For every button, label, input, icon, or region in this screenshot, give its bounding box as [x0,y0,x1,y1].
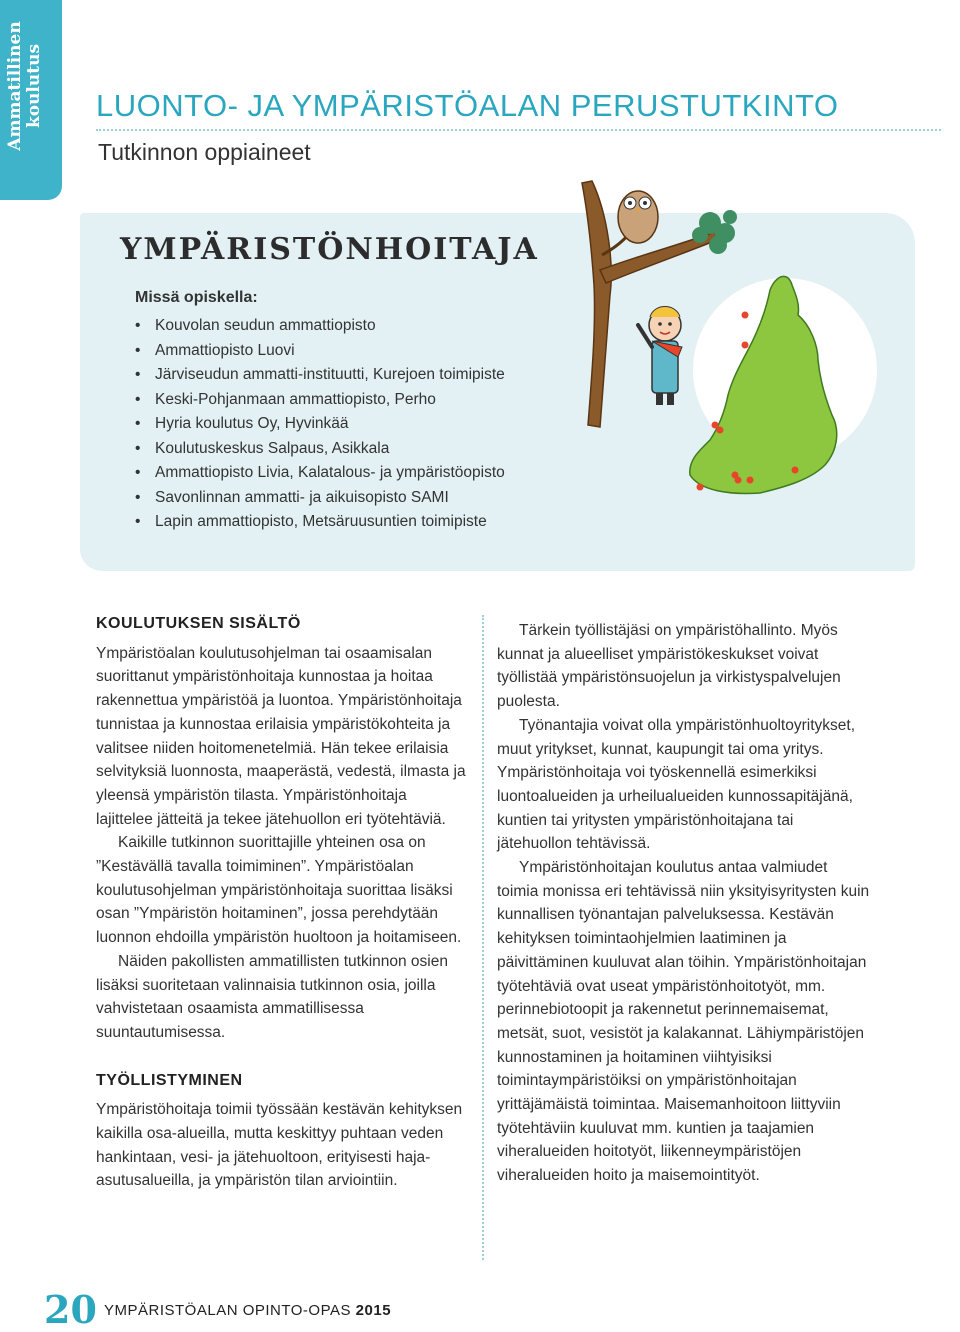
content-paragraph-3: Näiden pakollisten ammatillisten tutkinnon osien lisäksi suoritetaan valinnaisia tutkinnon osia, joilla vahvistetaan osaamista ammatillisessa suuntautumisessa. [96,952,448,1041]
list-item: • Hyria koulutus Oy, Hyvinkää [135,412,505,437]
bullet-icon: • [135,513,141,530]
employer-paragraph-1: Tärkein työllistäjäsi on ympäristöhallinto. Myös kunnat ja alueelliset ympäristökeskukset voivat työllistää ympäristönsuojelun ja virkistyspalvelujen puolesta. [497,622,841,711]
title-divider [96,129,941,131]
list-item: • Järviseudun ammatti-instituutti, Kurejoen toimipiste [135,363,505,388]
bullet-icon: • [135,439,141,457]
page-title: LUONTO- JA YMPÄRISTÖALAN PERUSTUTKINTO [96,88,839,123]
bullet-icon: • [135,464,141,481]
footer-title: YMPÄRISTÖALAN OPINTO-OPAS 2015 [104,1302,392,1319]
employer-paragraph-3: Ympäristönhoitajan koulutus antaa valmiudet toimia monissa eri tehtävissä niin yksityisyritysten kuin kunnallisen työnantajan palveluksessa. Kestävän kehityksen toimintaohjelmien laatiminen ja päivittäminen kuuluvat alan töihin. Ympäristönhoitajan työtehtäviä ovat useat ympäristönhoitotyöt, mm. perinnebiotoopit ja rakennetut perinnemaisemat, metsät, suot, vesistöt ja kalakannat. Lähiympäristöjen kunnostaminen ja hoitaminen viihtyisiksi toimintaympäristöiksi on ympäristönhoitajan yrittäjämäistä toimintaa. Maisemanhoitoon liittyviin työtehtäviin kuuluvat mm. kuntien ja taajamien viheralueiden hoitotyöt, liikenneympäristöjen viheralueiden hoito ja maisemointityöt. [497,859,870,1185]
where-to-study-label: Missä opiskella: [135,289,258,306]
list-item: • Kouvolan seudun ammattiopisto [135,314,505,339]
list-item: • Ammattiopisto Luovi [135,339,505,364]
employment-paragraph: Ympäristöhoitaja toimii työssään kestävän kehityksen kaikilla osa-alueilla, mutta keskittyy puhtaan veden hankintaan, vesi- ja jätehuoltoon, erityisesti haja-asutusalueilla, ja ympäristön tilan arviointiin. [96,1101,463,1190]
illustration [570,175,950,535]
list-item: • Keski-Pohjanmaan ammattiopisto, Perho [135,388,505,413]
bullet-icon: • [135,366,141,383]
bullet-icon: • [135,341,141,359]
profession-title: YMPÄRISTÖNHOITAJA [120,232,539,267]
content-paragraph-1: Ympäristöalan koulutusohjelman tai osaamisalan suorittanut ympäristönhoitaja kunnostaa ja hoitaa rakennettua ympäristöä ja luontoa. Ympäristönhoitaja tunnistaa ja kunnostaa erilaisia ympäristökohteita ja valitsee niiden hoitomenetelmiä. Hän tekee erilaisia selvityksiä luonnosta, maaperästä, vedestä, ilmasta ja yleensä ympäristön tilasta. Ympäristönhoitaja lajittelee jätteitä ja tekee jätehuollon eri työtehtäviä. [96,644,466,828]
section-heading-content: KOULUTUKSEN SISÄLTÖ [96,615,301,632]
side-tab [0,0,62,200]
list-item: • Savonlinnan ammatti- ja aikuisopisto SAMI [135,486,505,511]
bullet-icon: • [135,415,141,432]
person-icon [638,307,682,406]
bullet-icon: • [135,317,141,334]
school-list [135,314,505,535]
section-heading-employment: TYÖLLISTYMINEN [96,1071,243,1089]
bullet-icon: • [135,390,141,408]
bullet-icon: • [135,488,141,506]
page-number: 20 [44,1287,97,1332]
list-item: • Lapin ammattiopisto, Metsäruusuntien toimipiste [135,510,505,535]
content-paragraph-2: Kaikille tutkinnon suorittajille yhteinen osa on ”Kestävällä tavalla toimiminen”. Ympäristöalan koulutusohjelman ympäristönhoitaja suorittaa lisäksi osan ”Ympäristön hoitaminen”, jossa perehdytään luonnon ehdoilla ympäristön huoltoon ja hoitamiseen. [96,834,462,947]
employer-paragraph-2: Työnantajia voivat olla ympäristönhuoltoyritykset, muut yritykset, kunnat, kaupungit tai oma yritys. Ympäristönhoitaja voi työskennellä esimerkiksi luontoalueiden ja urheilualueiden kunnossapitäjänä, kuntien tai yritysten ympäristönhoitajana tai jätehuollon tehtävissä. [497,716,855,853]
side-tab-label: Ammatillinen koulutus [5,21,44,151]
right-column [497,619,872,1188]
page-subtitle: Tutkinnon oppiaineet [98,139,311,165]
owl-icon [618,191,658,243]
column-divider [482,615,484,1260]
list-item: • Koulutuskeskus Salpaus, Asikkala [135,437,505,462]
list-item: • Ammattiopisto Livia, Kalatalous- ja ympäristöopisto [135,461,505,486]
finland-map-icon [690,276,877,493]
left-column [96,612,466,1193]
